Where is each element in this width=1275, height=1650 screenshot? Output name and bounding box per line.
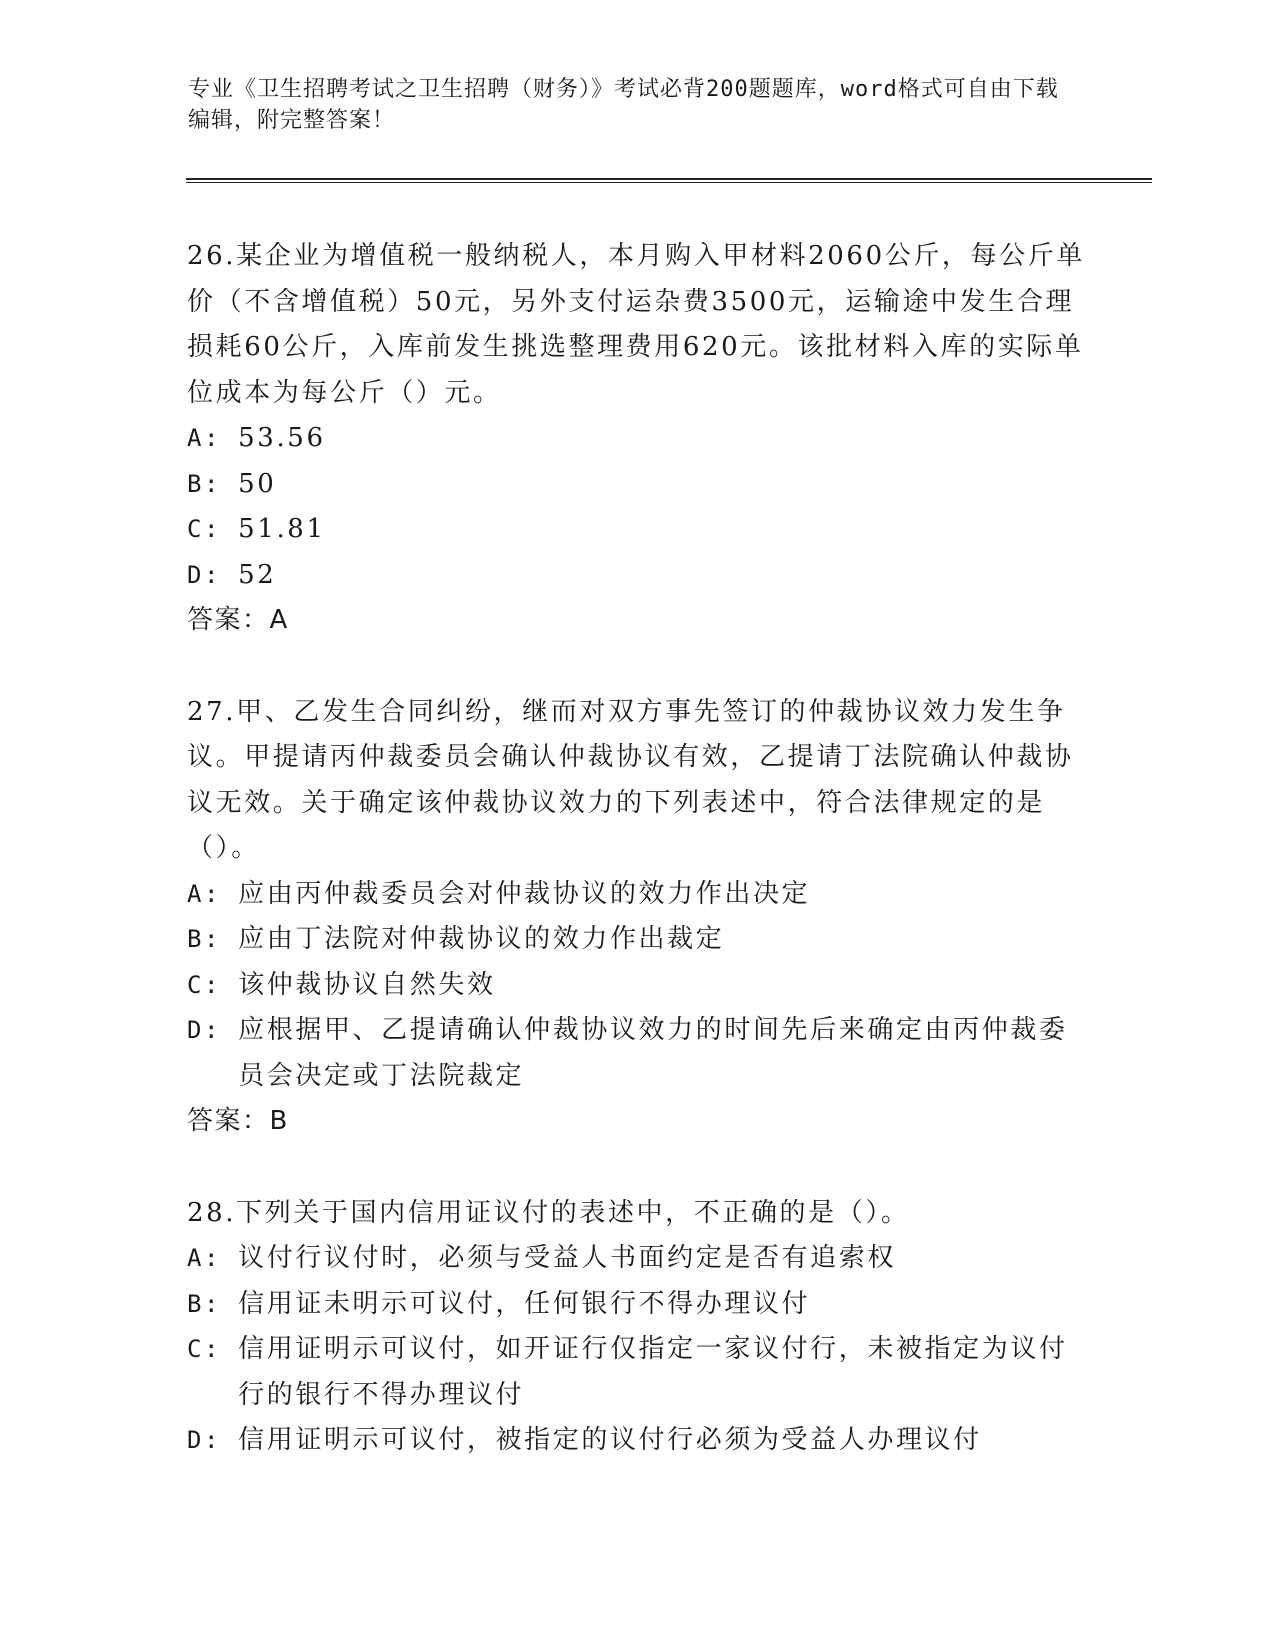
option-c: [187, 1327, 1087, 1418]
option-c: [187, 963, 1087, 1009]
option-key: D:: [187, 1426, 239, 1454]
option-c: [187, 507, 1087, 553]
answer-line: 答案：A: [187, 605, 289, 635]
option-key: C:: [187, 970, 239, 999]
question-27: [187, 690, 1087, 1145]
option-b: [187, 1282, 1087, 1328]
option-key: C:: [187, 1335, 239, 1363]
option-text: 应根据甲、乙提请确认仲裁协议效力的时间先后来确定由丙仲裁委员会决定或丁法院裁定: [238, 1015, 1068, 1091]
option-key: B:: [187, 925, 239, 953]
option-text: 应由丙仲裁委员会对仲裁协议的效力作出决定: [238, 878, 811, 909]
question-28: [187, 1191, 1087, 1464]
option-text: 议付行议付时，必须与受益人书面约定是否有追索权: [238, 1243, 896, 1273]
document-header: 专业《卫生招聘考试之卫生招聘（财务）》考试必背200题题库，word格式可自由下载编辑，附完整答案！: [188, 77, 1059, 133]
question-stem: 28.下列关于国内信用证议付的表述中，不正确的是（）。: [187, 1197, 910, 1228]
option-text: 应由丁法院对仲裁协议的效力作出裁定: [238, 924, 725, 954]
question-list: [187, 234, 1087, 1464]
option-b: [187, 917, 1087, 963]
header-divider-thin: [186, 182, 1152, 183]
option-b: [187, 462, 1087, 508]
option-text: 52: [238, 559, 277, 590]
option-key: D:: [187, 560, 239, 589]
option-d: [187, 553, 1087, 599]
option-text: 50: [238, 468, 277, 499]
option-text: 信用证未明示可议付，任何银行不得办理议付: [238, 1288, 811, 1319]
option-key: A:: [187, 879, 239, 908]
option-key: B:: [187, 1289, 239, 1318]
option-a: [187, 872, 1087, 918]
spacer: [187, 1145, 1087, 1191]
option-key: A:: [187, 424, 239, 452]
answer-line: 答案：B: [187, 1106, 289, 1136]
option-text: 51.81: [238, 514, 326, 544]
spacer: [187, 644, 1087, 690]
option-a: [187, 1236, 1087, 1282]
option-text: 信用证明示可议付，被指定的议付行必须为受益人办理议付: [238, 1425, 982, 1455]
option-d: [187, 1418, 1087, 1464]
option-key: D:: [187, 1016, 239, 1044]
question-stem: 26.某企业为增值税一般纳税人，本月购入甲材料2060公斤，每公斤单价（不含增值税）50元，另外支付运杂费3500元，运输途中发生合理损耗60公斤，入库前发生挑选整理费用620元。该批材料入库的实际单位成本为每公斤（）元。: [187, 241, 1085, 408]
option-key: B:: [187, 469, 239, 498]
header-divider-thick: [186, 178, 1152, 180]
question-26: [187, 234, 1087, 644]
option-text: 该仲裁协议自然失效: [238, 969, 496, 1000]
option-key: C:: [187, 515, 239, 543]
option-text: 信用证明示可议付，如开证行仅指定一家议付行，未被指定为议付行的银行不得办理议付: [238, 1334, 1068, 1410]
option-text: 53.56: [238, 423, 326, 453]
option-a: [187, 416, 1087, 462]
option-d: [187, 1008, 1087, 1099]
option-key: A:: [187, 1244, 239, 1272]
question-stem: 27.甲、乙发生合同纠纷，继而对双方事先签订的仲裁协议效力发生争议。甲提请丙仲裁委员会确认仲裁协议有效，乙提请丁法院确认仲裁协议无效。关于确定该仲裁协议效力的下列表述中，符合法律规定的是（）。: [187, 696, 1074, 863]
